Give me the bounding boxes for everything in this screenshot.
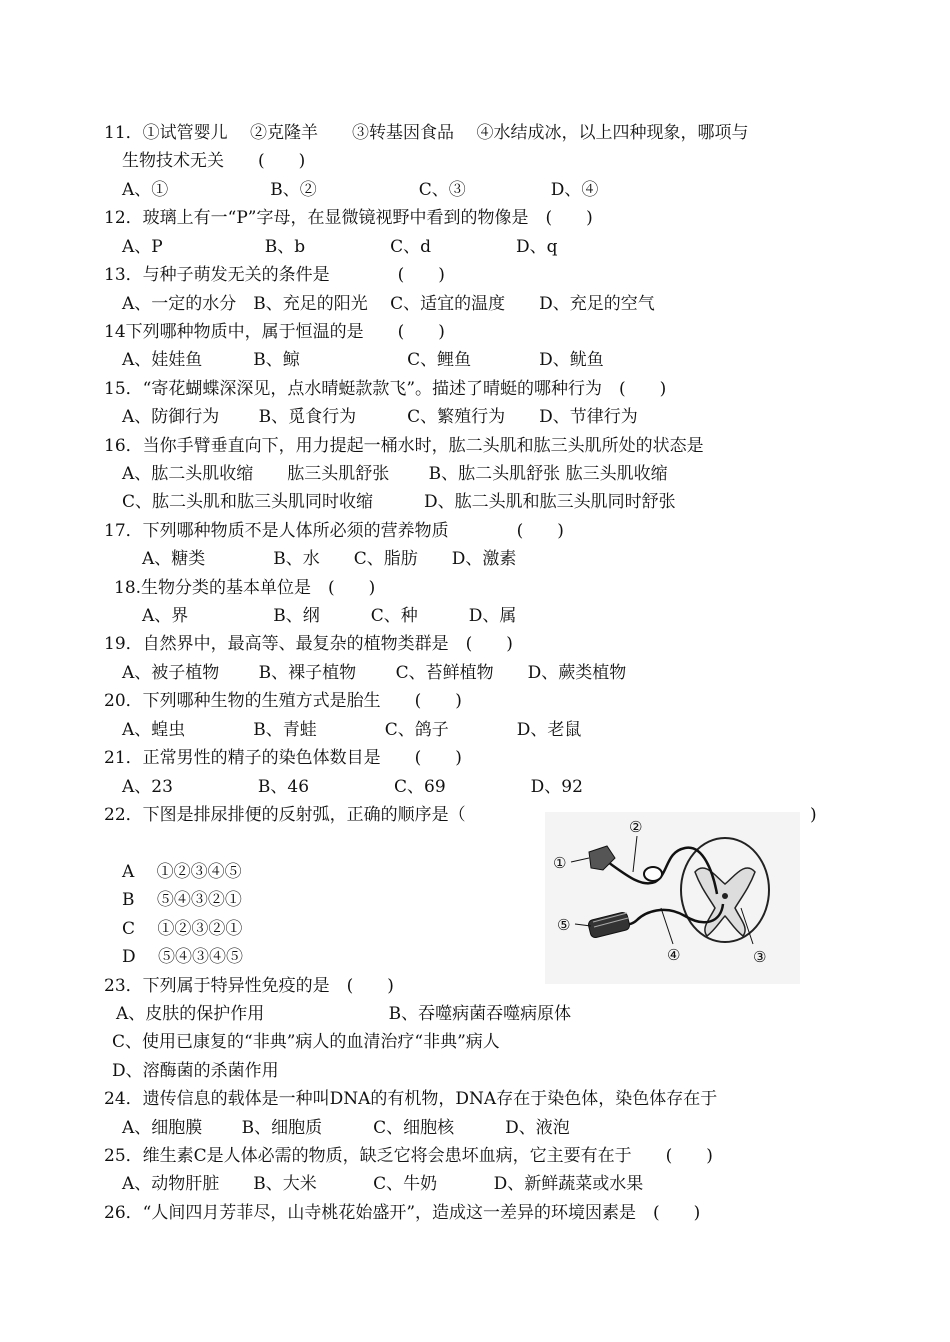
q21-options: A、23 B、46 C、69 D、92 <box>122 777 583 797</box>
label-2: ② <box>629 818 643 836</box>
q16-stem: 16．当你手臂垂直向下，用力提起一桶水时，肱二头肌和肱三头肌所处的状态是 <box>104 436 704 456</box>
q26-stem: 26．“人间四月芳菲尽，山寺桃花始盛开”，造成这一差异的环境因素是 ( ) <box>104 1203 701 1223</box>
q19-options: A、被子植物 B、裸子植物 C、苔鲜植物 D、蕨类植物 <box>122 663 627 683</box>
receptor-skin <box>589 846 615 870</box>
q11-stem-cont: 生物技术无关 ( ) <box>122 151 306 171</box>
q24-stem: 24．遗传信息的载体是一种叫DNA的有机物，DNA存在于染色体，染色体存在于 <box>104 1089 718 1109</box>
q22-option-d: D ⑤④③④⑤ <box>122 947 244 967</box>
q22-stem-paren: ) <box>810 805 817 825</box>
q11-options: A、① B、② C、③ D、④ <box>122 180 599 200</box>
q24-options: A、细胞膜 B、细胞质 C、细胞核 D、液泡 <box>122 1118 570 1138</box>
reflex-arc-diagram <box>545 812 800 984</box>
effector-muscle <box>587 911 630 938</box>
q15-stem: 15．“寄花蝴蝶深深见，点水晴蜓款款飞”。描述了晴蜓的哪种行为 ( ) <box>104 379 667 399</box>
q18-stem: 18.生物分类的基本单位是 ( ) <box>114 578 376 598</box>
ganglion <box>644 867 662 881</box>
q22-option-a: A ①②③④⑤ <box>122 862 242 882</box>
label-4: ④ <box>667 946 681 964</box>
q21-stem: 21．正常男性的精子的染色体数目是 ( ) <box>104 748 462 768</box>
q22-option-c: C ①②③②① <box>122 919 243 939</box>
q16-options-cd: C、肱二头肌和肱三头肌同时收缩 D、肱二头肌和肱三头肌同时舒张 <box>122 492 676 512</box>
label-3: ③ <box>753 948 767 966</box>
q17-options: A、糖类 B、水 C、脂肪 D、激素 <box>142 549 517 569</box>
q12-options: A、P B、b C、d D、q <box>122 237 558 257</box>
leader-line-2 <box>633 836 637 872</box>
label-1: ① <box>553 854 567 872</box>
q22-option-b: B ⑤④③②① <box>122 890 242 910</box>
q13-options: A、一定的水分 B、充足的阳光 C、适宜的温度 D、充足的空气 <box>122 294 655 314</box>
q19-stem: 19．自然界中，最高等、最复杂的植物类群是 ( ) <box>104 634 513 654</box>
central-canal <box>722 893 728 899</box>
label-5: ⑤ <box>557 916 571 934</box>
q18-options: A、界 B、纲 C、种 D、属 <box>142 606 517 626</box>
q13-stem: 13．与种子萌发无关的条件是 ( ) <box>104 265 445 285</box>
q23-options-ab: A、皮肤的保护作用 B、吞噬病菌吞噬病原体 <box>116 1004 572 1024</box>
q12-stem: 12．玻璃上有一“P”字母，在显微镜视野中看到的物像是 ( ) <box>104 208 593 228</box>
q22-stem: 22．下图是排尿排便的反射弧，正确的顺序是（ <box>104 805 466 825</box>
q14-options: A、娃娃鱼 B、鲸 C、鲤鱼 D、鱿鱼 <box>122 350 604 370</box>
q15-options: A、防御行为 B、觅食行为 C、繁殖行为 D、节律行为 <box>122 407 638 427</box>
leader-line-4 <box>661 908 673 944</box>
q25-options: A、动物肝脏 B、大米 C、牛奶 D、新鲜蔬菜或水果 <box>122 1174 644 1194</box>
q23-option-c: C、使用已康复的“非典”病人的血清治疗“非典”病人 <box>112 1032 500 1052</box>
gray-matter <box>695 868 755 936</box>
q16-options-ab: A、肱二头肌收缩 肱三头肌舒张 B、肱二头肌舒张 肱三头肌收缩 <box>122 464 668 484</box>
q11-stem: 11．①试管婴儿 ②克隆羊 ③转基因食品 ④水结成冰，以上四种现象，哪项与 <box>104 123 749 143</box>
leader-line-1 <box>571 858 589 862</box>
reflex-arc-figure <box>545 812 800 984</box>
q17-stem: 17．下列哪种物质不是人体所必须的营养物质 ( ) <box>104 521 564 541</box>
q23-option-d: D、溶酶菌的杀菌作用 <box>112 1061 279 1081</box>
q23-stem: 23．下列属于特异性免疫的是 ( ) <box>104 976 394 996</box>
q14-stem: 14下列哪种物质中，属于恒温的是 ( ) <box>104 322 445 342</box>
q25-stem: 25．维生素C是人体必需的物质，缺乏它将会患坏血病，它主要有在于 ( ) <box>104 1146 713 1166</box>
q20-stem: 20．下列哪种生物的生殖方式是胎生 ( ) <box>104 691 462 711</box>
q20-options: A、蝗虫 B、青蛙 C、鸽子 D、老鼠 <box>122 720 582 740</box>
